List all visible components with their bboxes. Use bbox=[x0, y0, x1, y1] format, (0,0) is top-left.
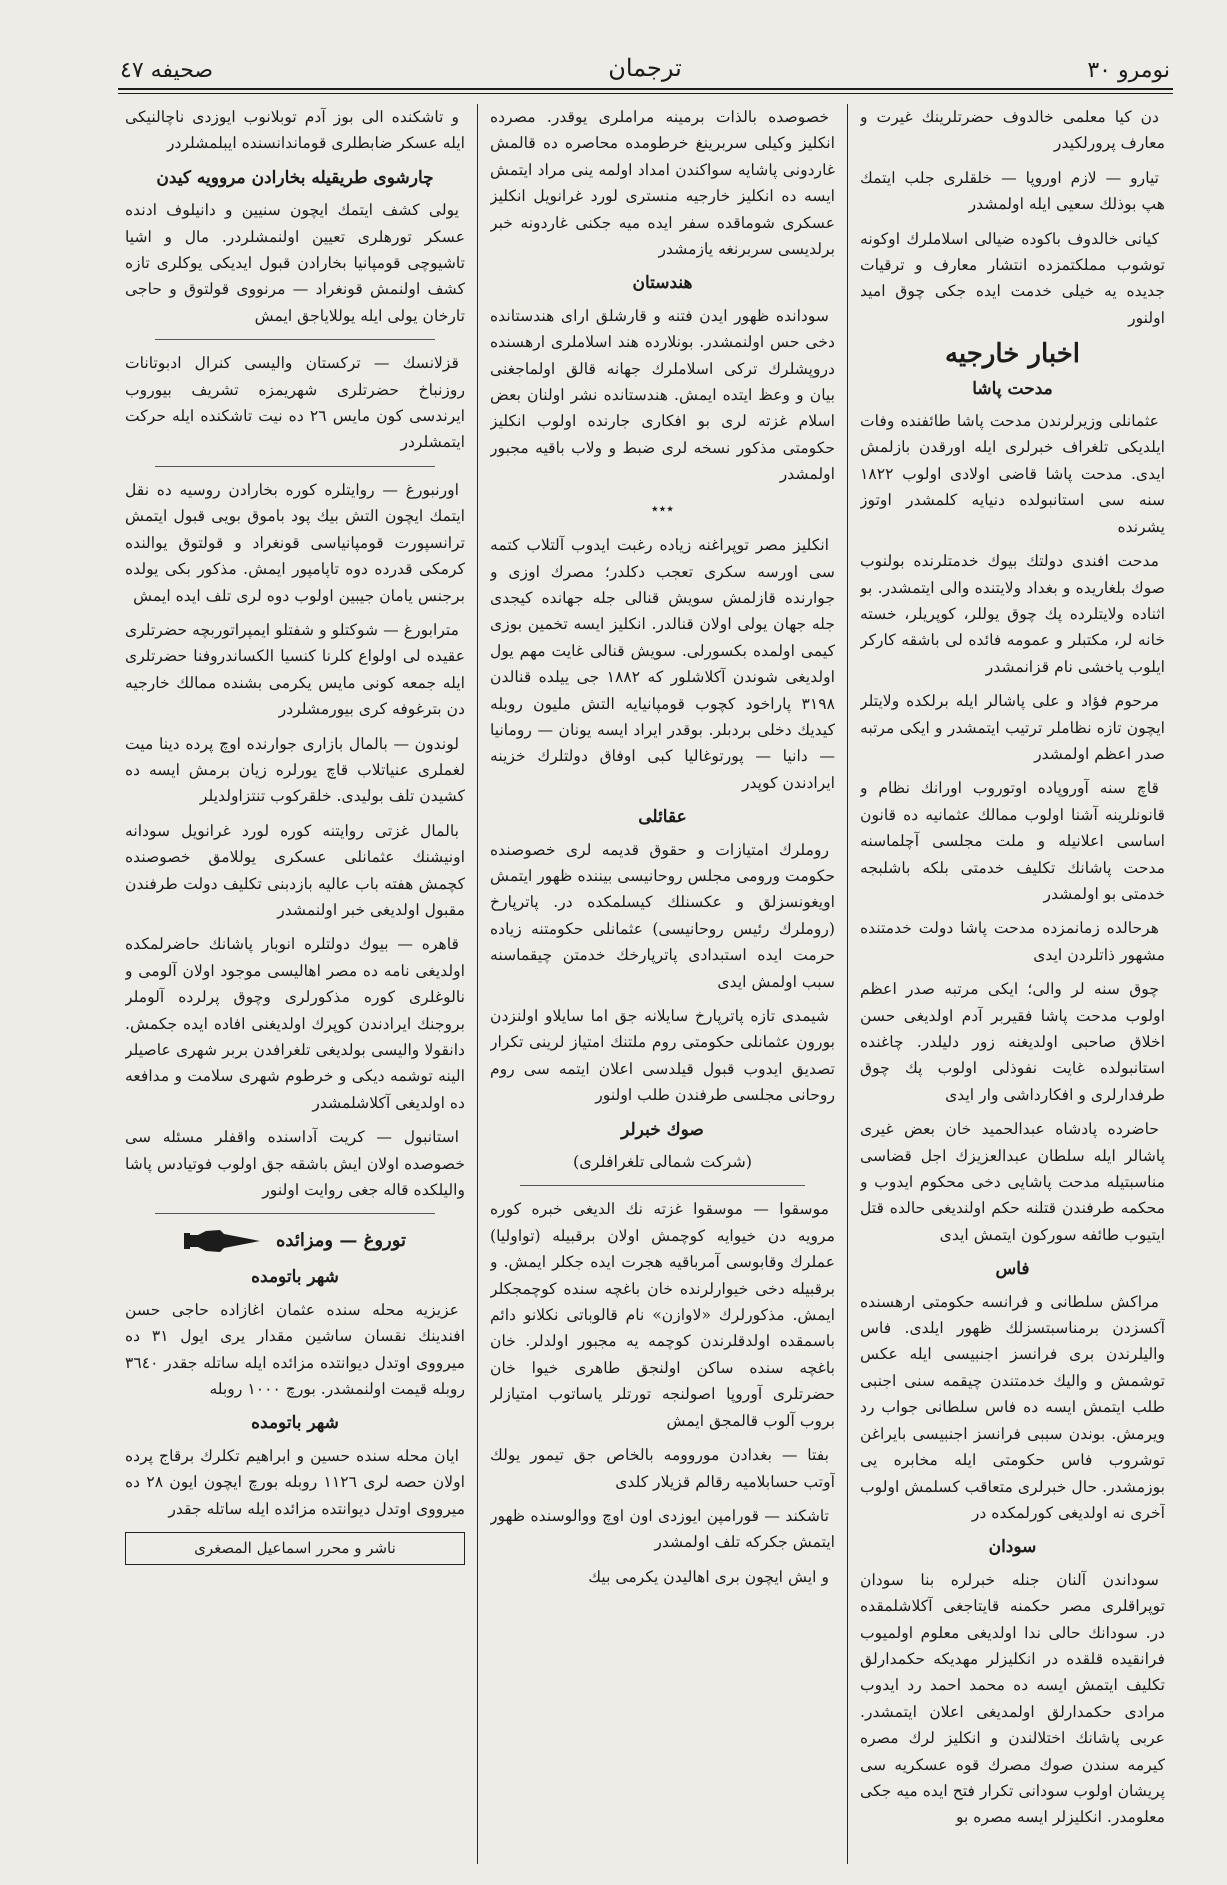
paragraph: بفتا — بغدادن موروومه بالخاص جق تيمور يولك آوتب حسابلاميه رقالم قزيلار كلدی bbox=[490, 1446, 835, 1491]
article-subheading: (شركت شمالی تلغرافلری) bbox=[573, 1152, 752, 1172]
section-stars: ٭٭٭ bbox=[651, 500, 674, 517]
header-rule bbox=[118, 88, 1173, 90]
paragraph: عزيزيه محله سنده عثمان اغازاده حاجی حسن افندينك نقسان ساشين مقدار يری ايول ٣١ ده ميرووی اوتدل ديوانتده مزائده ايله ساتله جقدر ٣٦٤٠ روبله قيمت اولنمشدر. بورچ ١٠٠٠ روبله bbox=[125, 1300, 465, 1399]
divider bbox=[155, 466, 435, 467]
article-heading: مدحت پاشا bbox=[972, 378, 1053, 399]
paragraph: انكليز مصر توپراغنه زياده رغبت ايدوب آلتلاب كتمه سی اورسه سكری تعجب دكلدر؛ مصرك اوزی و جوارنده قازلمش سويش قنالی جله جهانده كيجدی جله جهان يولی اولان قنالدر. انكليز ايسه تخمين بوزی كيمی اولمده بكسورلی. سويش قنالی غايت مهم يول اولديغی شوندن آكلاشلور كه ١٨٨٢ جی ييلده قنالدن ٣١٩٨ پاراخود كچوب قومپانيايه التش مليون روبله كيديك دخلی بردبلر. بوقدر ايراد ايسه يونان — رومانيا — دانيا — پورتوغاليا كبی اوفاق دولتلرك خزينه ايرادندن كوپدر bbox=[490, 536, 835, 792]
paragraph: استانبول — كريت آداسنده واقفلر مسئله سی خصوصده اولان ايش باشقه جق اولوب فوتيادس پاشا والیلكده قاله جغی روايت اولنور bbox=[125, 1128, 465, 1200]
advertisement-title: توروغ — ومزائده bbox=[275, 1230, 407, 1252]
column-middle bbox=[490, 104, 835, 1864]
paragraph: بالمال غزتی روايتنه كوره لورد غرانويل سودانه اونيشنك عثمانلی عسكری يوللامق خصوصنده كچمش هفته باب عاليه بازدبنی تكليف دولت طرفندن مقبول اولديغی خبر اولنمشدر bbox=[125, 821, 465, 919]
paragraph: مرحوم فؤاد و علی پاشالر ايله برلكده ولايتلر ايچون تازه نظاملر ترتيب ايتمشدر و ايكی مرتبه صدر اعظم اولمشدر bbox=[860, 692, 1165, 763]
paragraph: موسقوا — موسقوا غزته نك الدیغی خبره كوره مرويه دن خيوايه كوچمش اولان برقبيله (تواوليا) عملرك وقابوسی آمرباقيه هجرت ايده جكلر ايمش. و برقبيله دخی خيوارلرنده خان باغچه سنده كوچمجكلر ايمش. مذكورلرك «لاوازن» نام قالوباتی نكلانو دائم باسمقده اولدقلرندن كوچمه يه مجبور اولدلر. خان باغچه سنده ساكن اولنجق طاهری خيوا خان حضرتلری آوروپا اصولنجه تورتلر یاساتوب امتيازلر بروب آلوب قالمجق ايمش bbox=[490, 1200, 835, 1430]
paragraph: قزلانسك — تركستان والیسی كنرال ادبوتانات روزنباخ حضرتلری شهريمزه تشريف بيوروب ايرندسی كون مايس ٢٦ ده نيت تاشكنده ايله حركت ايتمشلردر bbox=[125, 354, 465, 452]
advertisement-header bbox=[125, 1226, 465, 1256]
header-rule-thin bbox=[118, 93, 1173, 94]
paragraph: ايان محله سنده حسين و ابراهيم تكلرك برقاج پرده اولان حصه لری ١١٢٦ روبله بورچ ايچون ايون ٢٨ ده ميرووی اوتدل ديوانتده مزائده ايله ساتله جقدر bbox=[125, 1446, 465, 1518]
page-header bbox=[120, 52, 1170, 92]
paragraph: عثمانلی وزيرلرندن مدحت پاشا طائفنده وفات ايلديكی تلغراف خبرلری ايله اورقدن بازلمش ايدی. مدحت پاشا قاضی اولادی اولوب ١٨٢٢ سنه سی استانبولده دنيايه كلمشدر اوتوز يشرنده bbox=[860, 412, 1165, 536]
paragraph: شيمدی تازه پاترپارخ سايلانه جق اما سايلاو اولنزدن بورون عثمانلی حكومتی روم ملتنك امتياز لرينی تكرار تصديق ايدوب قبول قيلدسی اعلان ايتمه سی روم روحانی مجلسی طرفندن طلب اولنور bbox=[490, 1007, 835, 1105]
paragraph: لوندون — بالمال بازاری جوارنده اوچ پرده دينا ميت لغملری عنياتلاب قاچ يورلره زيان برمش ايسه ده كشيدن تلف بوليدی. خلقرکوب تنتزاولديلر bbox=[125, 734, 465, 806]
paragraph: مترابورغ — شوكتلو و شفتلو ايمپراتوربچه حضرتلری عقيده لی اولواع كلرنا كنسيا الكساندروفنا حضرتلری ايله جمعه كونی مايس يكرمی بشنده ممالك خارجيه دن بترغوفه كری بيورمشلردر bbox=[125, 620, 465, 719]
advertisement-subheading: شهر باتومده bbox=[251, 1267, 339, 1288]
issue-number: نومرو ٣٠ bbox=[1087, 58, 1170, 83]
column-left bbox=[125, 104, 465, 1864]
column-right bbox=[860, 104, 1165, 1864]
divider bbox=[520, 1185, 805, 1186]
paragraph: قاچ سنه آوروپاده اوتوروب اورانك نظام و قانونلرينه آشنا اولوب ممالك عثمانيه ده قانون اساسی اعلانيله و ملت مجلسی آچلماسنه مدحت پاشانك تكليف خدمتی بلكه باشلبجه خدمتی بو اولمشدر bbox=[860, 779, 1165, 903]
paragraph: و تاشكنده الی بوز آدم توبلانوب ايوزدی ناچالنيكی ايله عسكر ضابطلری قوماندانسنده ايبلمشلردر bbox=[125, 108, 465, 153]
paragraph: چوق سنه لر والی؛ ايكی مرتبه صدر اعظم اولوب مدحت پاشا فقيربر آدم اولديغی حسن اخلاق صاحبی اولديغنه زور دليلدر. چاغنده استانبولده غايت نفوذلی اولوب پك چوق طرفدارلری و افكارداشی وار ايدی bbox=[860, 980, 1165, 1104]
paragraph: تيارو — لازم اوروپا — خلقلری جلب ايتمك هپ بوذلك سعيی ايله اولمشدر bbox=[860, 168, 1165, 214]
paragraph: سودانده ظهور ايدن فتنه و قارشلق ارای هندستانده دخی حس اولنمشدر. بونلارده هند اسلاملری ارهسنده دروپشلرك تركی اسلاملرك جهانه قالق اولماجغنی بيان و وعظ ايتده ايمش. هندستانده نشر اولنان بعض اسلام غزته لری بو افكاری جارنده اولوب انكليز حكومتی مذكور نسخه لری ضبط و ولاب باقيه مجبور اولمشدر bbox=[490, 306, 835, 484]
paragraph: مدحت افندی دولتك بيوك خدمتلرنده بولنوب صوك بلغاريده و بغداد ولايتنده والی ايتمشدر. بو اثناده ولايتلرده پك چوق يوللر، كوپريلر، خسته خانه لر، مكتبلر و عمومه فائده لی باشقه كاركر ايلوب ياخشی نام قزانمشدر bbox=[860, 552, 1165, 676]
newspaper-title: ترجمان bbox=[608, 54, 682, 82]
pointing-hand-icon bbox=[184, 1226, 262, 1256]
paragraph: روملرك امتيازات و حقوق قديمه لری خصوصنده حكومت ورومی مجلس روحانيسی بيننده ظهور ايتمش اويغونسزلق و عكسنلك كيسلمكده در. پاترپارخ (روملرك رئيس روحانيسی) عثمانلی حكومتنه زياده حرمت ايده استبدادی پاترپارخك خدمتن چيقماسنه سبب اولمش ايدی bbox=[490, 840, 835, 991]
paragraph: قاهره — بيوك دولتلره انوبار پاشانك حاضرلمكده اولديغی نامه ده مصر اهاليسی موجود اولان آلومی و نالوغلری كوره مذكورلری وچوق پرلرده آلوملر بروجنك ايرادندن كوپرك اولديغنی افاده ايده جكمش. دانقولا والیسی بولديغی تلغرافدن بربر شهری عاصيلر الينه توشمه ديكی و خرطوم شهری سلامت و مدافعه ده اولديغی آكلاشلمشدر bbox=[125, 935, 465, 1112]
paragraph: و ايش ايچون بری اهاليدن يكرمی بيك bbox=[588, 1567, 829, 1586]
paragraph: كيانی خالدوف باكوده ضيالی اسلاملرك اوكونه توشوب مملكتمزده انتشار معارف و ترقيات جديده يه خيلی خدمت ايده جكی چوق اميد اولنور bbox=[860, 229, 1165, 327]
paragraph: تاشكند — قورامپن ايوزدی اون اوچ ووالوسنده ظهور ايتمش جكركه تلف اولمشدر bbox=[490, 1506, 835, 1552]
article-heading: فاس bbox=[995, 1259, 1030, 1280]
article-heading: هندستان bbox=[632, 273, 693, 294]
paragraph: مراكش سلطانی و فرانسه حكومتی ارهسنده آكسزدن برمناسبتسزلك ظهور ايلدی. فاس واليلرندن بری فرانسز اجنبيسی ايله عكس توشمش و واليك خدمتندن چيقمه سنی اجنبی طلب ايتمش ايسه ده فاس سلطانی جواب رد ويرمش. بوندن سببی فرانسز اجنبيسی بايراغن توشروب فاس حكومتی ايله مخابره يی بوزمشدر. حال خبرلری متعاقب كسلمش اولوب آخری نه اولديغی كورلمكده در bbox=[860, 1292, 1165, 1522]
article-heading: صوك خبرلر bbox=[621, 1119, 704, 1140]
publisher-footer: ناشر و محرر اسماعيل المصغری bbox=[125, 1532, 465, 1564]
article-heading: چارشوی طريقيله بخارادن مروويه كيدن bbox=[156, 167, 434, 188]
paragraph: هرحالده زمانمزده مدحت پاشا دولت خدمتنده مشهور ذاتلردن ايدی bbox=[860, 919, 1165, 964]
paragraph: حاضرده پادشاه عبدالحميد خان بعض غيری پاشالر ايله سلطان عبدالعزيزك اجل قضاسی مناسبتيله مدحت پاشايی دخی محكوم ايدوب و محكمه طرفندن قتلنه حكم اولنديغی حالده قتل ايتيوب طائفه سوركون ايتمش ايدی bbox=[860, 1120, 1165, 1244]
advertisement-subheading: شهر باتومده bbox=[251, 1413, 339, 1434]
paragraph: خصوصده بالذات برمينه مراملری يوقدر. مصرده انكليز وكيلی سربرينغ خرطومده محاصره ده قالمش غاردونی پاشايه سواكندن امداد اولمه ينی مراد ايتمش ايسه ده انكليز خارجيه منستری لورد غرانويل انكليز عسكری شوماقده سفر ايده ميه جكنی غاردونه خبر برلديسی سربرنغه يازمشدر bbox=[490, 108, 835, 259]
paragraph: دن كيا معلمی خالدوف حضرتلرينك غيرت و معارف پرورلكيدر bbox=[860, 108, 1165, 153]
page-number: صحيفه ٤٧ bbox=[120, 58, 214, 83]
column-divider bbox=[477, 104, 478, 1864]
paragraph: يولی كشف ايتمك ايچون سنيين و دانيلوف ادنده عسكر تورهلری تعيين اولنمشلردر. مال و اشيا تاشيوچی قومپانيا بخارادن قبول ايديكی يوكلری تازه كشف اولنمش قونغراد — مرنووی قولتوق و حاجی تارخان يولی ايله يوللاياجق ايمش bbox=[125, 201, 465, 325]
article-heading: سودان bbox=[988, 1537, 1037, 1558]
article-heading: عقائلی bbox=[638, 807, 687, 828]
paragraph: اورنبورغ — روايتلره كوره بخارادن روسيه ده نقل ايتمك ايچون التش بيك پود باموق بويی قبول ايتمش ترانسپورت قومپانياسی قونغراد و قولتوق يوالنده كرمكی قدرده دوه تاپامپور ايمش. مذكور بكی يولده برجنس يامان جيبين اولوب دوه لری تلف ايده ايمش bbox=[125, 480, 465, 605]
section-title: اخبار خارجيه bbox=[944, 339, 1081, 370]
paragraph: سوداندن آلنان جنله خبرلره بنا سودان توپراقلری مصر حكمنه قايتاجغی آكلاشلمقده در. سودانك حالی ندا اولديغی معلوم اولميوب فرانقيده قلقده در انكليزلر مهديكه حكمدارلق تكليف ايتمش ايسه ده محمد احمد رد ايدوب مرادی حكمدارلق اولمديغی اعلان ايتمشدر. عربی پاشانك اختلالندن و انكليز لرك مصره كيرمه سندن صوك مصرك قوه عسكريه سی پريشان اولوب سودانی تكرار فتح ايده ميه جكی معلومدر. انكليزلر ايسه مصره بو bbox=[860, 1570, 1165, 1827]
divider bbox=[155, 1213, 435, 1214]
divider bbox=[155, 339, 435, 340]
column-divider bbox=[847, 104, 848, 1864]
